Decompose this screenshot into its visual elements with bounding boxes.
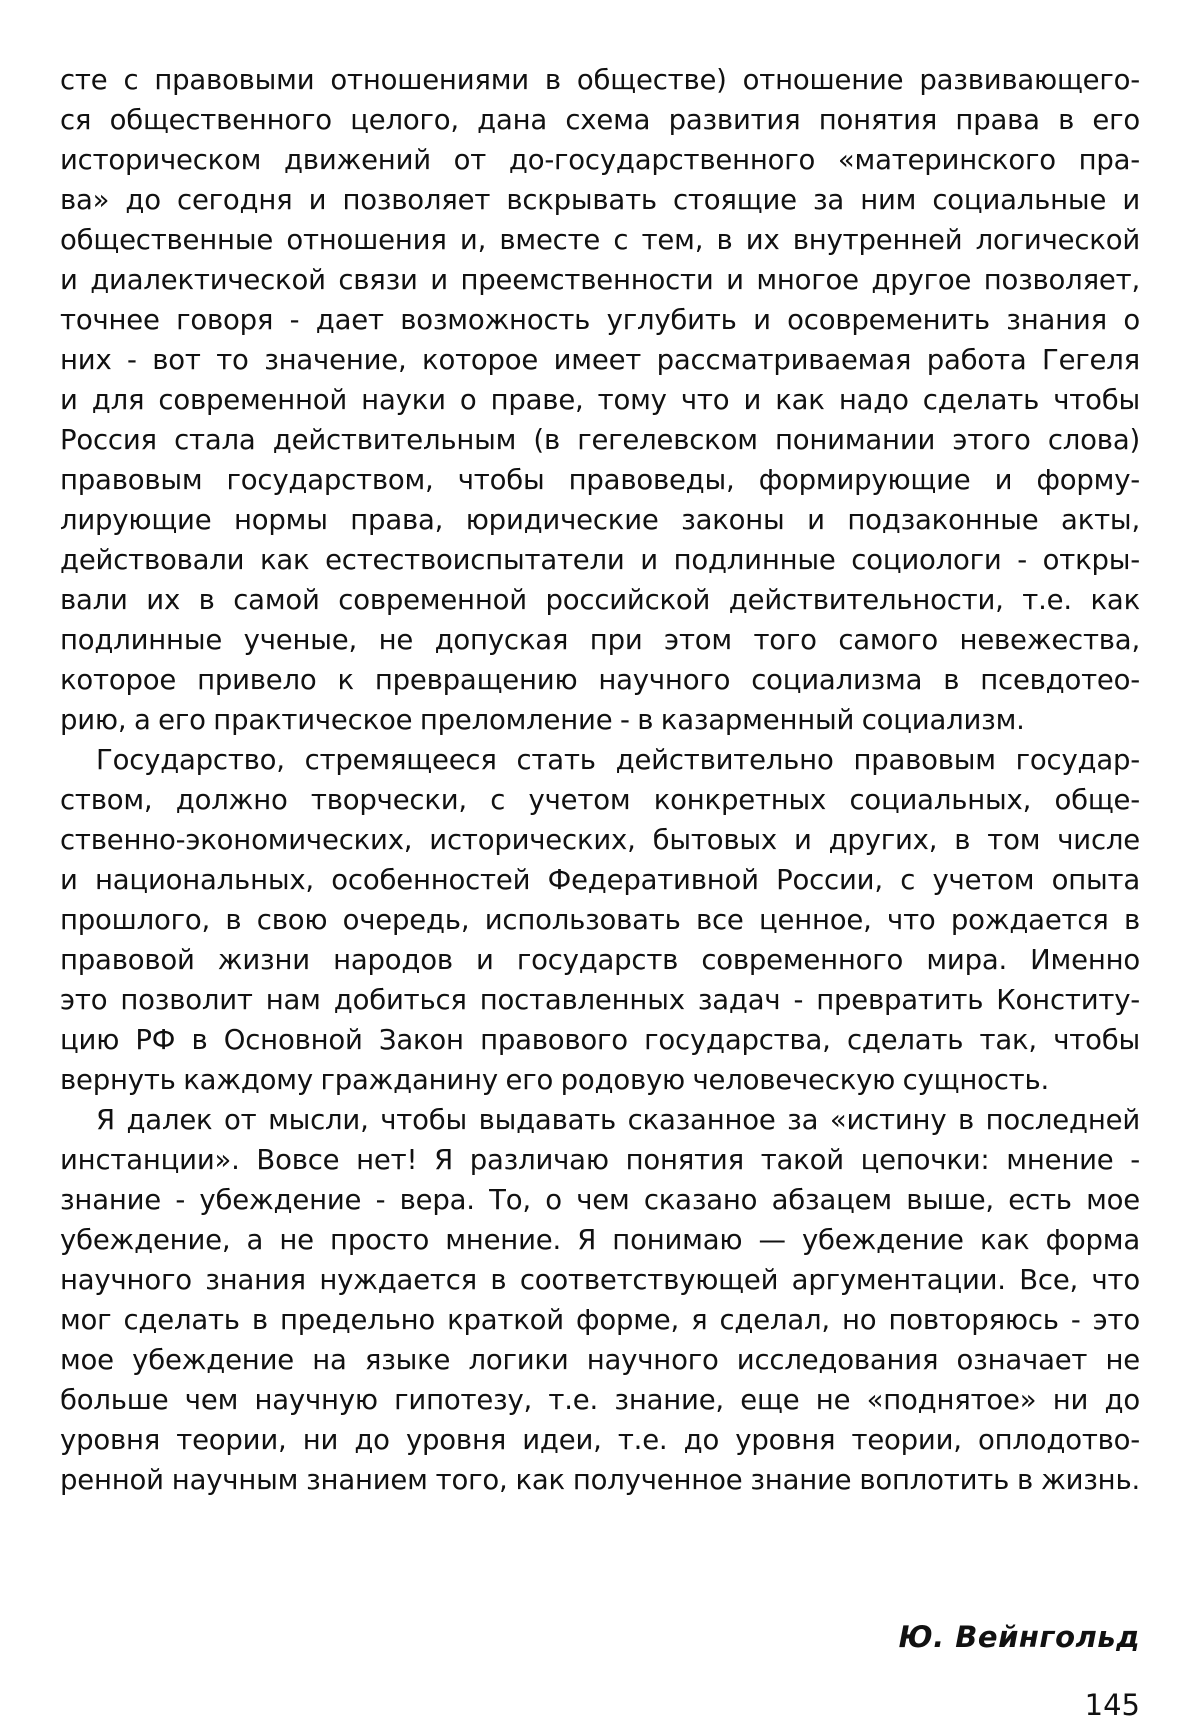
text-line: ва» до сегодня и позволяет вскрывать стоящие за ним социальные и xyxy=(60,184,1140,216)
text-line: лирующие нормы права, юридические законы и подзаконные акты, xyxy=(60,504,1140,536)
text-line: научного знания нуждается в соответствующей аргументации. Все, что xyxy=(60,1264,1140,1296)
text-line: ственно-экономических, исторических, бытовых и других, в том числе xyxy=(60,824,1140,856)
text-line: общественные отношения и, вместе с тем, в их внутренней логической xyxy=(60,224,1140,256)
text-line: мог сделать в предельно краткой форме, я сделал, но повторяюсь - это xyxy=(60,1304,1140,1336)
text-line: и диалектической связи и преемственности и многое другое позволяет, xyxy=(60,264,1140,296)
paragraph-1 xyxy=(60,60,1140,740)
text-line: прошлого, в свою очередь, использовать все ценное, что рождается в xyxy=(60,904,1140,936)
text-line: больше чем научную гипотезу, т.е. знание, еще не «поднятое» ни до xyxy=(60,1384,1140,1416)
text-line: цию РФ в Основной Закон правового государства, сделать так, чтобы xyxy=(60,1024,1140,1056)
text-line: ством, должно творчески, с учетом конкретных социальных, обще- xyxy=(60,784,1140,816)
author-signature: Ю. Вейнгольд xyxy=(898,1620,1140,1654)
text-line: подлинные ученые, не допуская при этом того самого невежества, xyxy=(60,624,1140,656)
text-line: мое убеждение на языке логики научного исследования означает не xyxy=(60,1344,1140,1376)
text-line: историческом движений от до-государственного «материнского пра- xyxy=(60,144,1140,176)
text-line: Государство, стремящееся стать действительно правовым государ- xyxy=(96,744,1140,776)
text-line: ся общественного целого, дана схема развития понятия права в его xyxy=(60,104,1140,136)
text-line: это позволит нам добиться поставленных задач - превратить Конститу- xyxy=(60,984,1140,1016)
text-line: правовым государством, чтобы правоведы, формирующие и форму- xyxy=(60,464,1140,496)
text-line: убеждение, а не просто мнение. Я понимаю — убеждение как форма xyxy=(60,1224,1140,1256)
text-line: правовой жизни народов и государств современного мира. Именно xyxy=(60,944,1140,976)
text-line: вернуть каждому гражданину его родовую человеческую сущность. xyxy=(60,1064,1050,1096)
text-line: сте с правовыми отношениями в обществе) отношение развивающего- xyxy=(60,64,1140,96)
text-line: ренной научным знанием того, как полученное знание воплотить в жизнь. xyxy=(60,1464,1140,1496)
paragraph-3 xyxy=(60,1100,1140,1500)
text-line: рию, а его практическое преломление - в казарменный социализм. xyxy=(60,704,1025,736)
paragraph-2 xyxy=(60,740,1140,1100)
text-line: инстанции». Вовсе нет! Я различаю понятия такой цепочки: мнение - xyxy=(60,1144,1140,1176)
text-line: них - вот то значение, которое имеет рассматриваемая работа Гегеля xyxy=(60,344,1140,376)
text-line: и национальных, особенностей Федеративной России, с учетом опыта xyxy=(60,864,1140,896)
text-line: знание - убеждение - вера. То, о чем сказано абзацем выше, есть мое xyxy=(60,1184,1140,1216)
text-line: действовали как естествоиспытатели и подлинные социологи - откры- xyxy=(60,544,1140,576)
text-line: которое привело к превращению научного социализма в псевдотео- xyxy=(60,664,1140,696)
text-line: точнее говоря - дает возможность углубить и осовременить знания о xyxy=(60,304,1140,336)
page-number: 145 xyxy=(1084,1688,1140,1722)
text-line: Россия стала действительным (в гегелевском понимании этого слова) xyxy=(60,424,1140,456)
text-line: вали их в самой современной российской действительности, т.е. как xyxy=(60,584,1140,616)
page-body xyxy=(60,60,1140,1722)
text-line: уровня теории, ни до уровня идеи, т.е. до уровня теории, оплодотво- xyxy=(60,1424,1140,1456)
text-line: Я далек от мысли, чтобы выдавать сказанное за «истину в последней xyxy=(96,1104,1140,1136)
text-line: и для современной науки о праве, тому что и как надо сделать чтобы xyxy=(60,384,1140,416)
